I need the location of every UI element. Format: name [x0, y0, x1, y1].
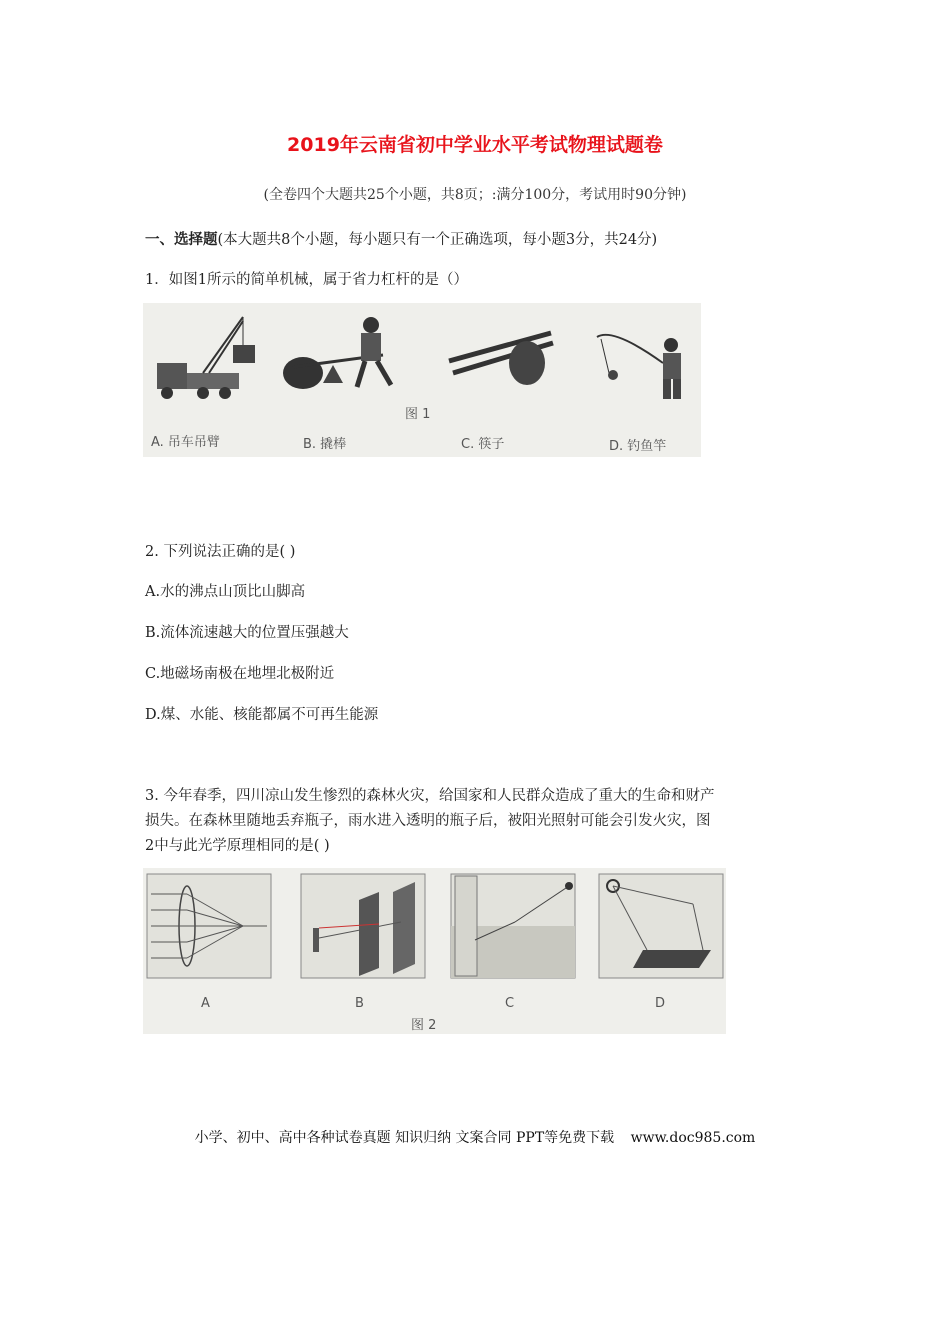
figure-2-label-d: D	[655, 996, 666, 1011]
figure-2-label-c: C	[505, 996, 515, 1011]
figure-1-option-a: A. 吊车吊臂	[151, 435, 220, 450]
figure-1-option-d: D. 钓鱼竿	[609, 439, 667, 454]
footer-text: 小学、初中、高中各种试卷真题 知识归纳 文案合同 PPT等免费下载	[194, 1130, 615, 1146]
question-2-option-c: C.地磁场南极在地埋北极附近	[145, 666, 335, 682]
question-3-line-3: 2中与此光学原理相同的是( )	[145, 838, 330, 854]
question-2-text: 2. 下列说法正确的是( )	[145, 544, 296, 560]
figure-1-option-b: B. 撬棒	[303, 437, 347, 452]
section-heading-line	[145, 228, 657, 249]
question-2-option-a: A.水的沸点山顶比山脚高	[145, 584, 306, 600]
pry-bar-illustration	[283, 317, 391, 389]
figure-2-illustrations	[143, 868, 726, 1034]
question-2-option-d: D.煤、水能、核能都属不可再生能源	[145, 707, 379, 723]
pinhole-panel	[301, 874, 425, 978]
exam-info: (全卷四个大题共25个小题，共8页；:满分100分，考试用时90分钟)	[263, 187, 687, 203]
figure-2-caption: 图 2	[411, 1018, 437, 1033]
question-3-line-1: 3. 今年春季，四川凉山发生惨烈的森林火灾，给国家和人民群众造成了重大的生命和财产	[145, 788, 715, 804]
fishing-rod-illustration	[597, 335, 681, 399]
section-instructions: (本大题共8个小题，每小题只有一个正确选项，每小题3分，共24分)	[217, 232, 658, 248]
figure-1	[143, 303, 701, 457]
question-2-option-b: B.流体流速越大的位置压强越大	[145, 625, 349, 641]
figure-1-option-c: C. 筷子	[461, 437, 505, 452]
footer-url[interactable]: www.doc985.com	[630, 1130, 756, 1146]
figure-2-label-b: B	[355, 996, 364, 1011]
refraction-panel	[451, 874, 575, 978]
chopsticks-illustration	[449, 333, 553, 385]
figure-1-illustrations	[143, 303, 701, 457]
figure-2	[143, 868, 726, 1034]
page-title: 2019年云南省初中学业水平考试物理试题卷	[287, 134, 663, 156]
figure-1-caption: 图 1	[405, 407, 431, 422]
figure-2-label-a: A	[201, 996, 210, 1011]
question-1-text: 1．如图1所示的简单机械，属于省力杠杆的是（）	[145, 272, 468, 288]
crane-truck-illustration	[157, 317, 255, 399]
reflection-panel	[599, 874, 723, 978]
section-heading: 一、选择题	[145, 231, 218, 248]
question-3-line-2: 损失。在森林里随地丢弃瓶子，雨水进入透明的瓶子后，被阳光照射可能会引发火灾，图	[145, 813, 711, 829]
page-footer	[0, 1127, 950, 1147]
convex-lens-panel	[147, 874, 271, 978]
